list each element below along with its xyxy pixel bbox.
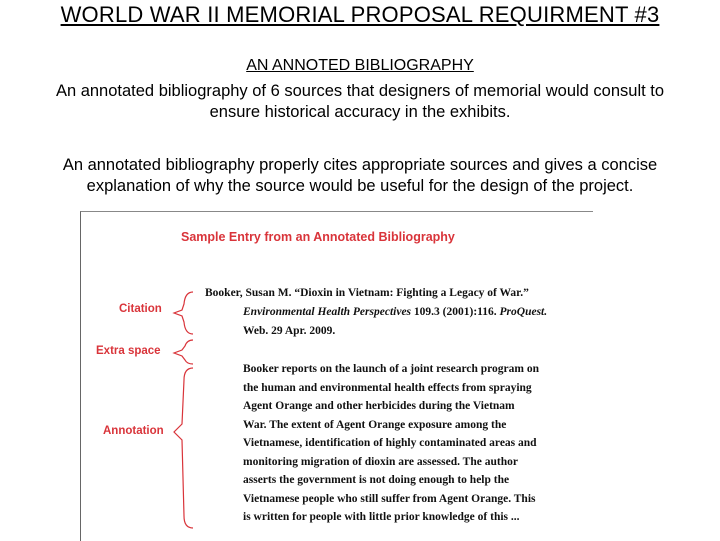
annotation-line: Vietnamese people who still suffer from Agent Orange. This (243, 492, 536, 505)
bibliography-definition (10, 155, 710, 197)
annotation-line: is written for people with little prior knowledge of this ... (243, 511, 520, 523)
journal-title: Environmental Health Perspectives (243, 306, 412, 318)
citation-volume: 109.3 (2001):116. (411, 306, 500, 318)
annotation-line: asserts the government is not doing enough to help the (243, 474, 510, 486)
paragraph-line: explanation of why the source would be useful for the design of the project. (86, 177, 634, 195)
citation-label: Citation (119, 303, 162, 315)
annotation-bracket (174, 368, 193, 528)
extra-space-bracket (174, 340, 193, 364)
slide-title: WORLD WAR II MEMORIAL PROPOSAL REQUIRMENT #3 (60, 2, 660, 27)
requirement-description (10, 81, 710, 123)
section-heading: AN ANNOTED BIBLIOGRAPHY (246, 57, 474, 74)
extra-space-label: Extra space (96, 345, 161, 357)
annotation-label: Annotation (103, 425, 164, 437)
database-name: ProQuest. (499, 306, 548, 318)
citation-continuation (243, 303, 547, 340)
citation-line (243, 303, 547, 322)
paragraph-line: An annotated bibliography properly cites appropriate sources and gives a concise (62, 156, 658, 174)
annotation-line: Booker reports on the launch of a joint research program on (243, 363, 540, 375)
annotation-line: Agent Orange and other herbicides during the Vietnam (243, 400, 515, 412)
sample-entry-title: Sample Entry from an Annotated Bibliography (181, 230, 455, 244)
citation-bracket (174, 292, 193, 334)
paragraph-line: An annotated bibliography of 6 sources that designers of memorial would consult to (55, 82, 665, 100)
annotation-line: Vietnamese, identification of highly contaminated areas and (243, 437, 537, 449)
citation-line: Web. 29 Apr. 2009. (243, 324, 336, 337)
citation-line: Booker, Susan M. “Dioxin in Vietnam: Fighting a Legacy of War.” (205, 287, 529, 299)
paragraph-line: ensure historical accuracy in the exhibits. (209, 103, 511, 121)
sample-entry-figure (80, 211, 593, 541)
annotation-line: monitoring migration of dioxin are assessed. The author (243, 455, 518, 468)
annotation-line: War. The extent of Agent Orange exposure among the (243, 418, 507, 431)
annotation-line: the human and environmental health effects from spraying (243, 381, 532, 394)
annotation-text (243, 360, 539, 527)
